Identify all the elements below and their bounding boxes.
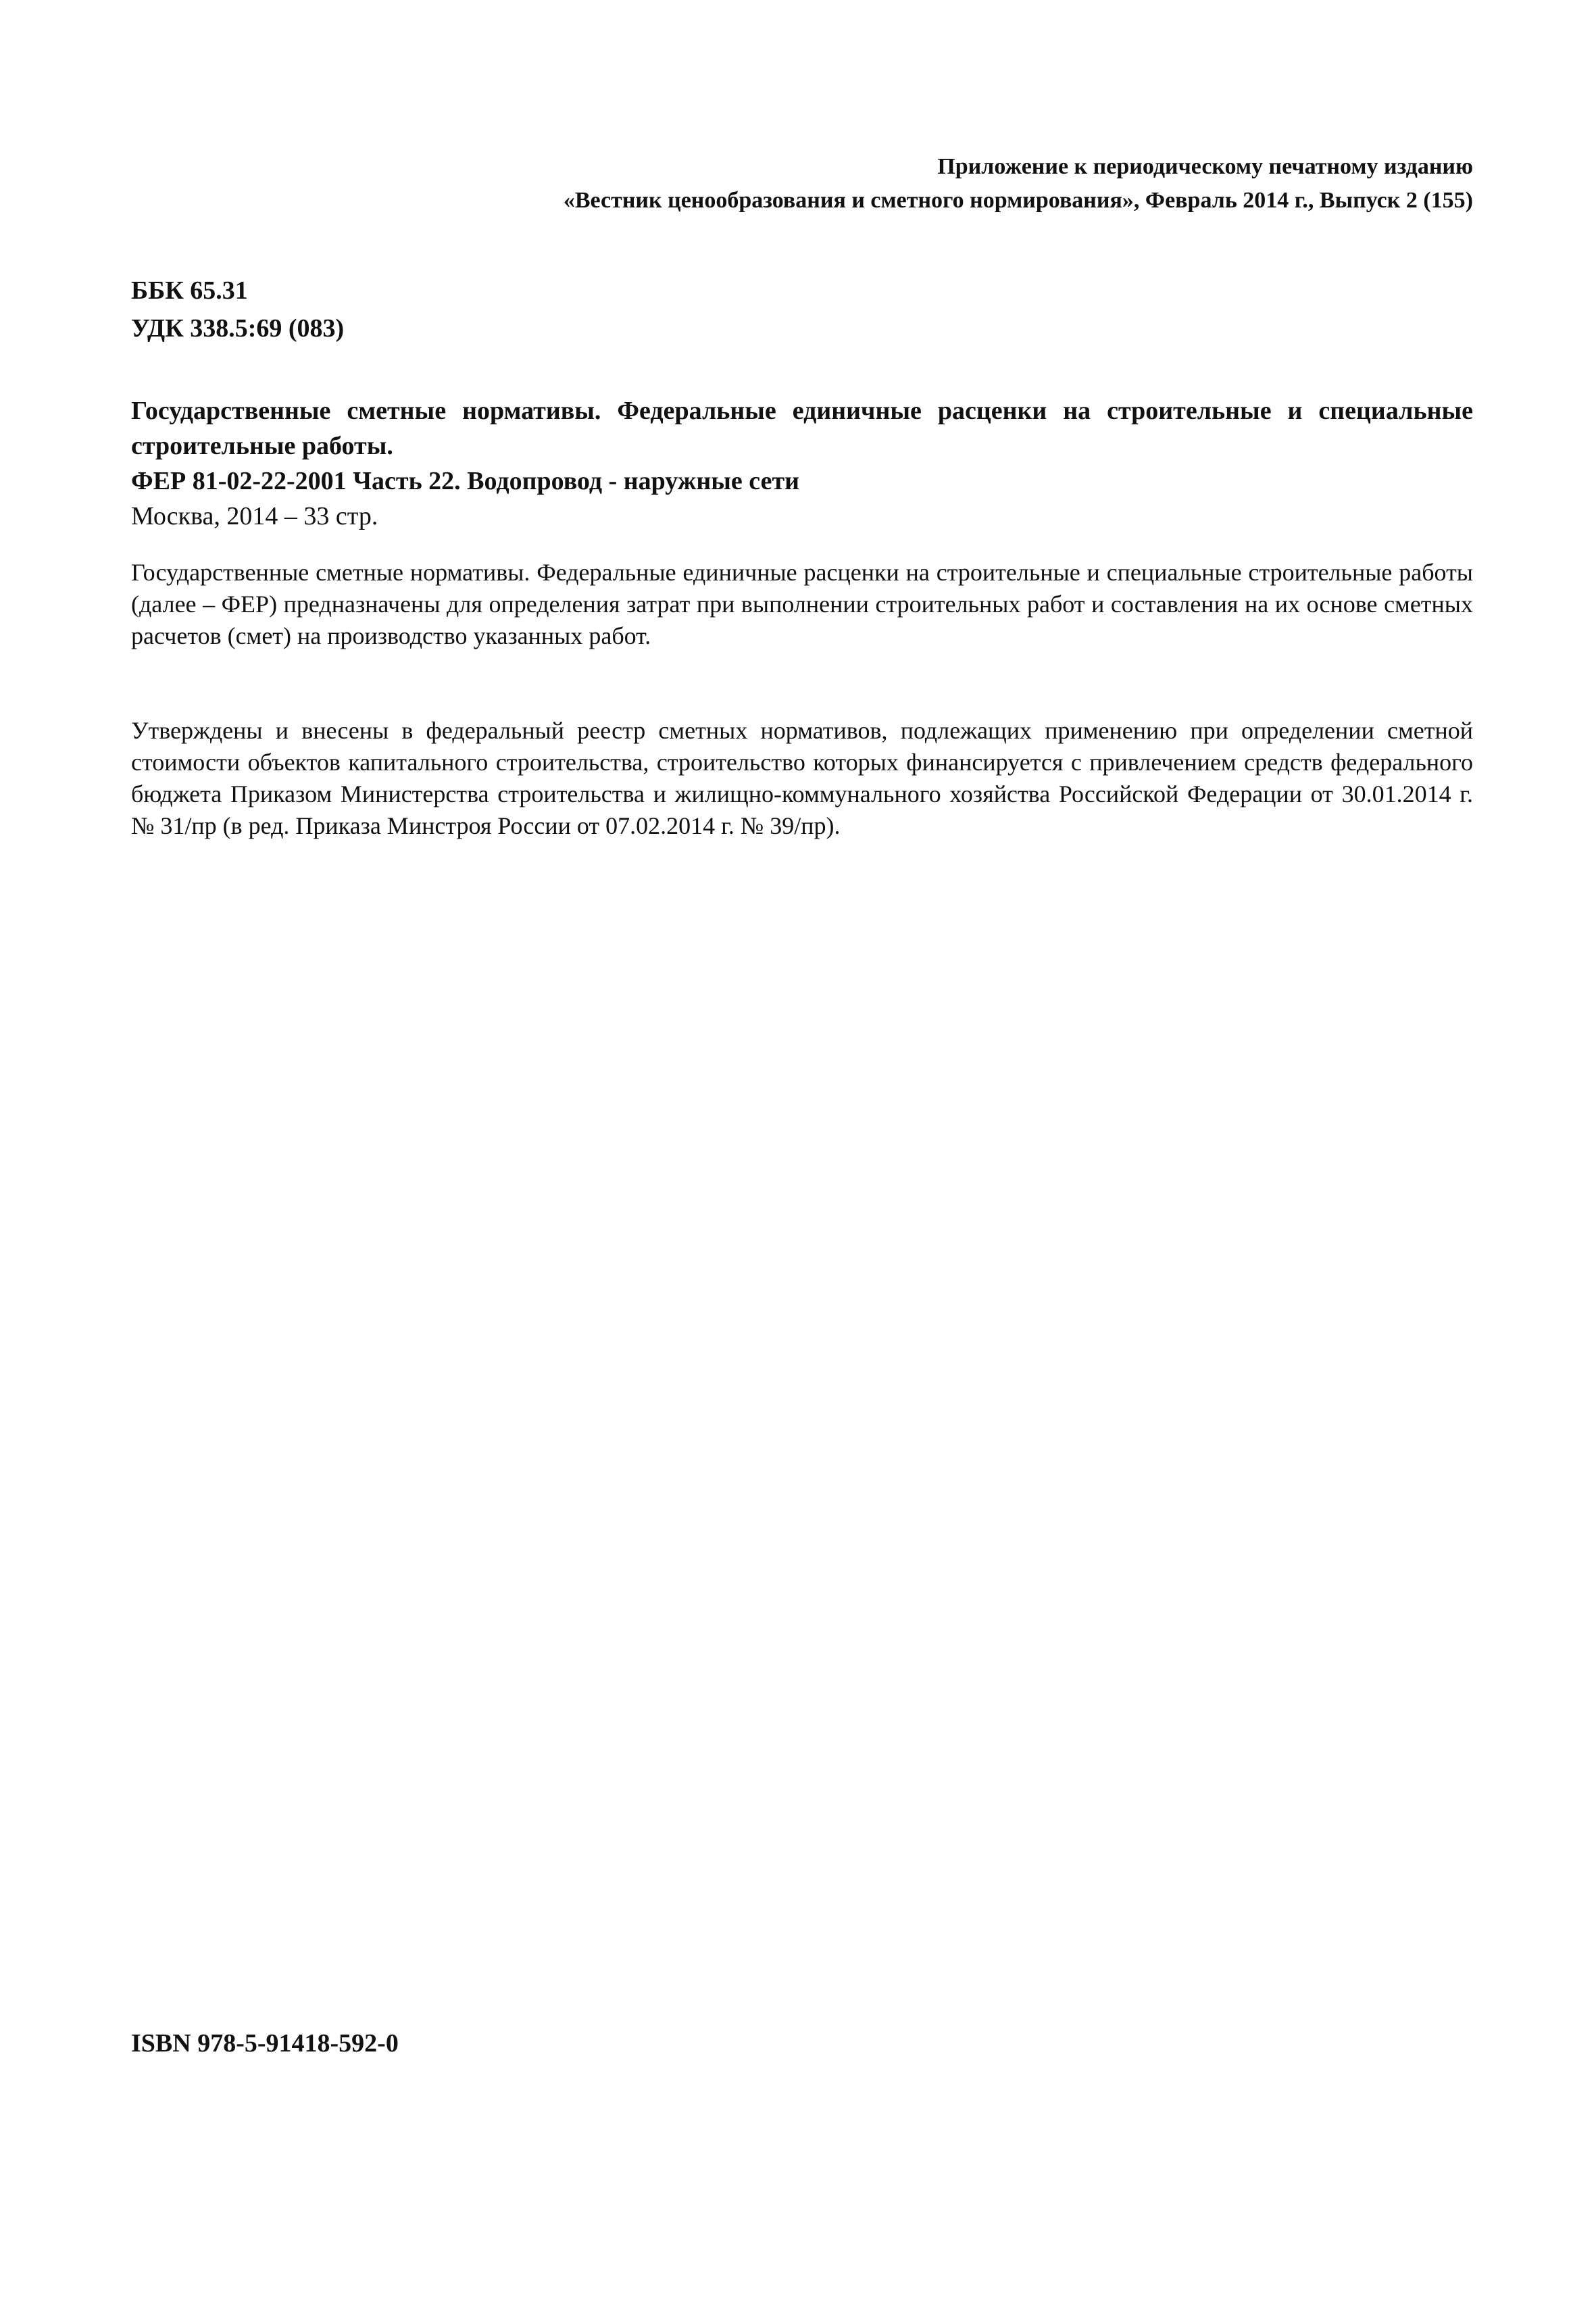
- isbn: ISBN 978-5-91418-592-0: [131, 2029, 399, 2058]
- publication-header: [203, 150, 1473, 218]
- approval-paragraph: Утверждены и внесены в федеральный реестр сметных нормативов, подлежащих применению при определении сметной стоимости объектов капитального строительства, строительство которых финансируется с привлечением средств федерального бюджета Приказом Министерства строительства и жилищно-коммунального хозяйства Российской Федерации от 30.01.2014 г. № 31/пр (в ред. Приказа Минстроя России от 07.02.2014 г. № 39/пр).: [131, 717, 1473, 839]
- bbk-code: ББК 65.31: [131, 276, 248, 305]
- document-part-title: ФЕР 81-02-22-2001 Часть 22. Водопровод - наружные сети: [131, 467, 800, 495]
- title-block: [131, 393, 1473, 534]
- imprint: Москва, 2014 – 33 стр.: [131, 502, 378, 530]
- udk-code: УДК 338.5:69 (083): [131, 314, 345, 343]
- document-title: Государственные сметные нормативы. Федеральные единичные расценки на строительные и специальные строительные работы.: [131, 397, 1473, 460]
- header-line-1: Приложение к периодическому печатному изданию: [937, 154, 1473, 179]
- classification-codes: [131, 272, 344, 347]
- header-line-2: «Вестник ценообразования и сметного нормирования», Февраль 2014 г., Выпуск 2 (155): [563, 188, 1473, 213]
- description-paragraph: Государственные сметные нормативы. Федеральные единичные расценки на строительные и специальные строительные работы (далее – ФЕР) предназначены для определения затрат при выполнении строительных работ и составления на их основе сметных расчетов (смет) на производство указанных работ.: [131, 559, 1473, 649]
